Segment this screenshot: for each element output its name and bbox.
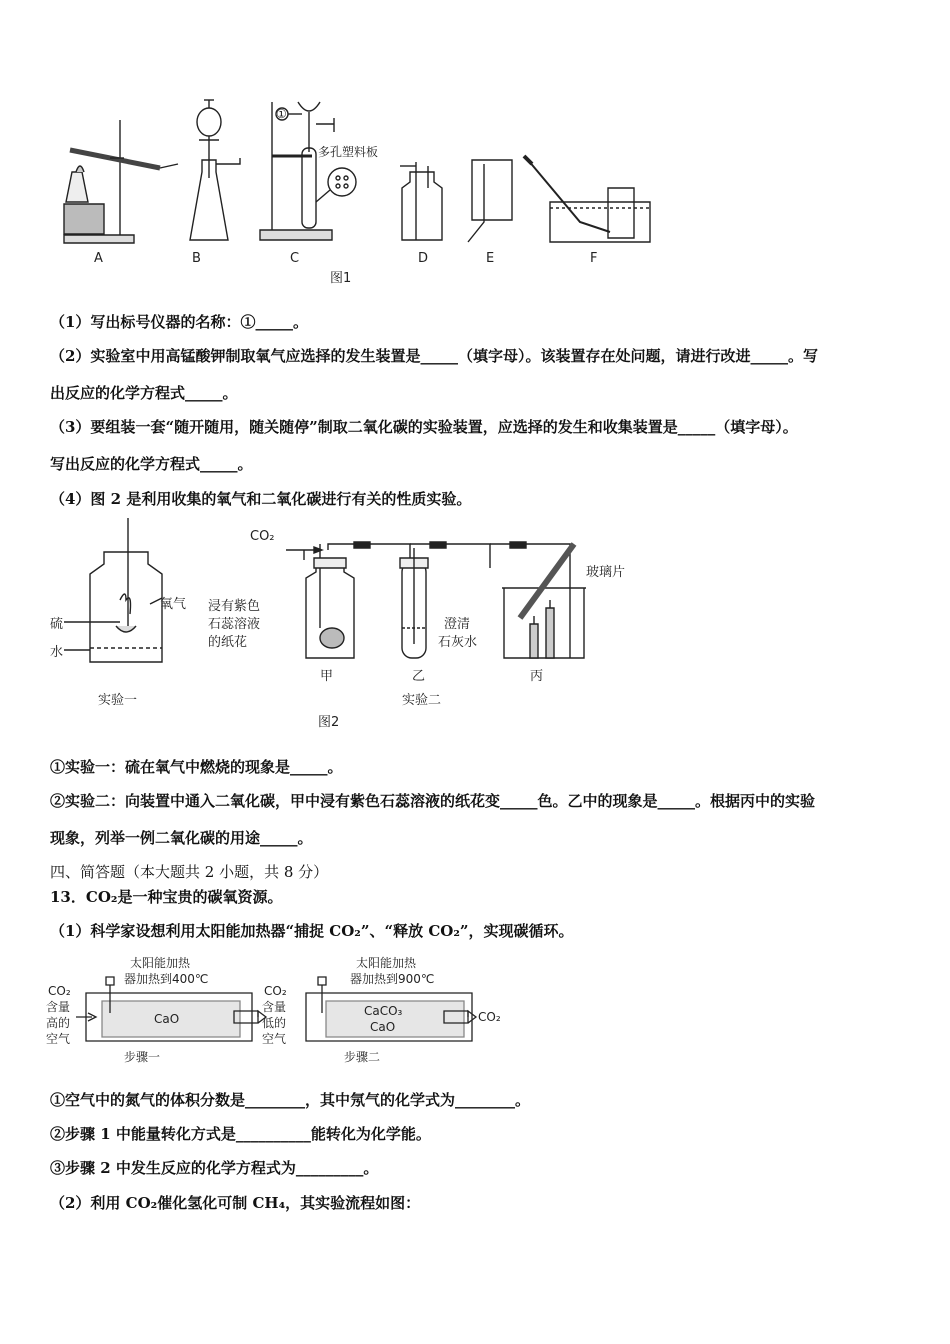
sub-question-2: ②步骤 1 中能量转化方式是__________能转化为化学能。 [50,1125,431,1143]
question-3-line2: 写出反应的化学方程式_____。 [50,455,253,473]
sub-question-1: ①空气中的氮气的体积分数是________，其中氖气的化学式为________。 [50,1091,531,1109]
left2-line1: CO₂ [264,984,287,998]
figure-2-experiments [50,518,650,738]
left1-line3: 高的 [46,1016,71,1030]
label-e: E [486,251,495,266]
question-2-line1: （2）实验室中用高锰酸钾制取氧气应选择的发生装置是_____（填字母）。该装置存在处问题，请进行改进_____。写 [50,347,818,365]
left1-line4: 空气 [46,1032,71,1046]
heater-1-line1: 太阳能加热 [130,956,191,970]
label-a: A [94,251,103,266]
label-b: B [192,251,201,266]
water-label: 水 [50,645,64,660]
experiment-1-jar [64,518,162,662]
oxygen-label: 氧气 [160,597,187,612]
answer-1: ①实验一：硫在氧气中燃烧的现象是_____。 [50,758,343,776]
apparatus-c [260,102,356,240]
jia-label: 甲 [320,669,334,684]
heater-2-line2: 器加热到900℃ [350,972,435,986]
limewater-label-1: 澄清 [444,617,471,632]
question-13-2: （2）利用 CO₂催化氢化可制 CH₄，其实验流程如图： [50,1194,421,1212]
apparatus-b [190,100,240,240]
question-3-line1: （3）要组装一套“随开随用，随关随停”制取二氧化碳的实验装置，应选择的发生和收集装置是_____（填字母）。 [50,418,798,436]
apparatus-d [400,162,442,240]
figure-1-apparatus [50,92,670,292]
apparatus-f [524,156,650,242]
label-c: C [290,251,300,266]
label-d: D [418,251,429,266]
left1-line2: 含量 [46,1000,71,1014]
question-2-line2: 出反应的化学方程式_____。 [50,384,238,402]
question-4: （4）图 2 是利用收集的氧气和二氧化碳进行有关的性质实验。 [50,490,472,508]
section-4-heading: 四、简答题（本大题共 2 小题，共 8 分） [50,863,329,881]
apparatus-e [468,160,512,242]
heater-1-line2: 器加热到400℃ [124,972,209,986]
yi-label: 乙 [412,669,426,684]
experiment-2-setup [286,542,586,658]
question-13: 13．CO₂是一种宝贵的碳氧资源。 [50,888,283,906]
figure1-caption: 图1 [330,271,352,286]
plate-label: 多孔塑料板 [318,145,379,159]
left2-line3: 低的 [262,1016,287,1030]
heater-2-line1: 太阳能加热 [356,956,417,970]
exp1-label: 实验一 [98,693,138,708]
step2-label: 步骤二 [344,1050,381,1064]
label-f: F [590,251,598,266]
answer-2-line2: 现象，列举一例二氧化碳的用途_____。 [50,829,313,847]
question-1: （1）写出标号仪器的名称：①_____。 [50,313,308,331]
cao-label: CaO [154,1012,180,1026]
left1-line1: CO₂ [48,984,71,998]
figure2-caption: 图2 [318,715,340,730]
figure-3-carbon-cycle [44,955,504,1070]
marker-1: ① [276,107,287,121]
step1-label: 步骤一 [124,1050,161,1064]
apparatus-a [64,120,178,243]
sulfur-label: 硫 [50,617,64,632]
limewater-label-2: 石灰水 [438,635,478,650]
caco3-label: CaCO₃ [364,1004,403,1018]
co2-label: CO₂ [250,529,275,544]
cao2-label: CaO [370,1020,396,1034]
flower-label-3: 的纸花 [208,635,248,650]
flower-label-2: 石蕊溶液 [208,617,261,632]
left2-line2: 含量 [262,1000,287,1014]
glass-label: 玻璃片 [586,565,626,580]
question-13-1: （1）科学家设想利用太阳能加热器“捕捉 CO₂”、“释放 CO₂”，实现碳循环。 [50,922,574,940]
answer-2-line1: ②实验二：向装置中通入二氧化碳，甲中浸有紫色石蕊溶液的纸花变_____色。乙中的现象是_____。根据丙中的实验 [50,792,816,810]
flower-label-1: 浸有紫色 [208,599,261,614]
exp2-label: 实验二 [402,693,442,708]
out-co2-label: CO₂ [478,1010,501,1024]
bing-label: 丙 [530,669,544,684]
left2-line4: 空气 [262,1032,287,1046]
sub-question-3: ③步骤 2 中发生反应的化学方程式为_________。 [50,1159,379,1177]
